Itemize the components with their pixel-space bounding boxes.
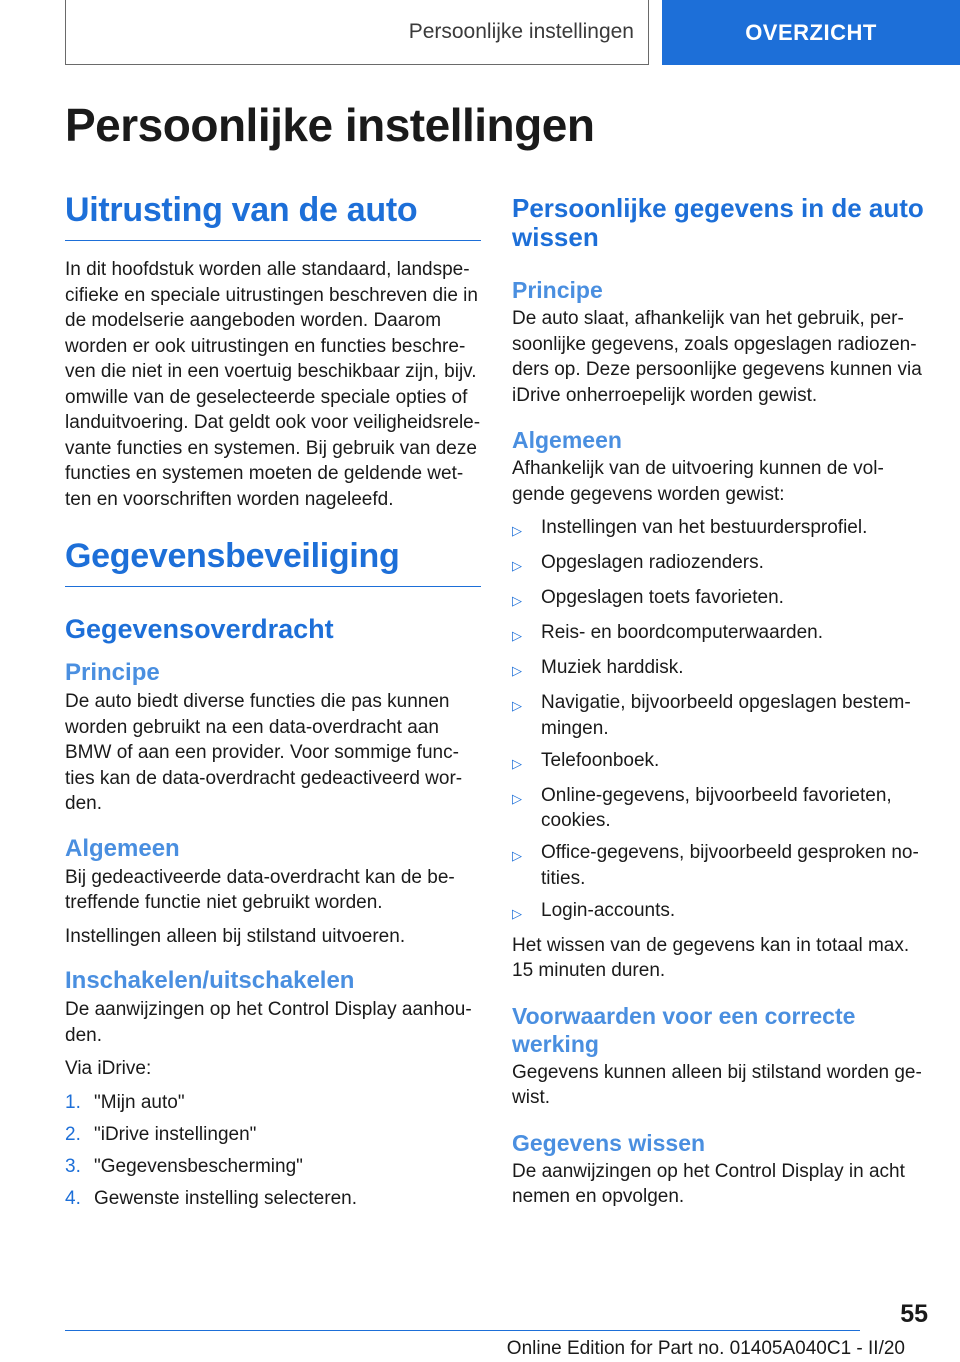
via-idrive: Via iDrive: (65, 1058, 152, 1079)
triangle-right-outline-icon: ▷ (512, 698, 522, 713)
list-item-text: Opgeslagen radiozenders. (541, 552, 764, 573)
triangle-right-outline-icon: ▷ (512, 523, 522, 538)
overview-button-label: OVERZICHT (745, 19, 877, 45)
steps-list (65, 1090, 481, 1212)
triangle-right-outline-icon: ▷ (512, 593, 522, 608)
triangle-right-outline-icon: ▷ (512, 663, 522, 678)
triangle-right-outline-icon: ▷ (512, 905, 522, 921)
toggle-heading: Inschakelen/uitschakelen (65, 967, 355, 994)
principle-heading: Principe (512, 277, 603, 303)
step-number: 3. (65, 1155, 81, 1177)
triangle-right-outline-icon: ▷ (512, 628, 522, 643)
header-section-tab (65, 0, 649, 65)
page-title: Persoonlijke instellingen (65, 99, 595, 151)
list-item (512, 655, 928, 684)
list-item-text: Office-gegevens, bijvoorbeeld gesproken notities. (541, 842, 919, 889)
general-heading: Algemeen (65, 834, 180, 862)
step-text: "iDrive instellingen" (94, 1123, 257, 1145)
list-item (512, 690, 928, 741)
deletable-data-list (512, 515, 928, 926)
equipment-heading: Uitrusting van de auto (65, 190, 481, 241)
general-body: Afhankelijk van de uitvoering kunnen de volgende gegevens worden gewist: (512, 458, 884, 505)
step-text: "Mijn auto" (94, 1091, 185, 1113)
step-text: Gewenste instelling selecteren. (94, 1187, 357, 1209)
list-item-text: Telefoonboek. (541, 749, 660, 771)
list-item (512, 783, 928, 834)
list-item (512, 840, 928, 891)
list-item-text: Navigatie, bijvoorbeeld opgeslagen bestemmingen. (541, 692, 911, 739)
step-text: "Gegevensbescherming" (94, 1155, 303, 1177)
triangle-right-outline-icon: ▷ (512, 848, 522, 863)
list-item (512, 620, 928, 649)
list-item (65, 1186, 481, 1212)
list-item (512, 748, 928, 777)
edition-note: Online Edition for Part no. 01405A040C1 - II/20 (506, 1338, 905, 1359)
page-number: 55 (900, 1300, 928, 1328)
list-item (512, 550, 928, 579)
general-body-2: Instellingen alleen bij stilstand uitvoeren. (65, 925, 406, 947)
security-heading: Gegevensbeveiliging (65, 536, 481, 587)
triangle-right-outline-icon: ▷ (512, 755, 522, 771)
list-item-text: Online-gegevens, bijvoorbeeld favorieten, cookies. (541, 784, 892, 831)
equipment-body: In dit hoofdstuk worden alle standaard, landspecifieke en speciale uitrustingen beschreven die in de modelserie aangeboden worden. Daarom worden er ook uitrustingen en functies beschreven die niet in een voertuig beschikbaar zijn, bijv. omwille van de geselecteerde speciale opties of landuitvoering. Dat geldt ook voor veiligheidsrelevante functies en systemen. Bij gebruik van deze functies en systemen moeten de geldende wetten en voorschriften worden nageleefd. (65, 259, 481, 510)
general-body-1: Bij gedeactiveerde data-overdracht kan de betreffende functie niet gebruikt worden. (65, 866, 455, 913)
step-number: 2. (65, 1123, 81, 1145)
list-item-text: Opgeslagen toets favorieten. (541, 587, 784, 608)
list-item-text: Reis- en boordcomputerwaarden. (541, 622, 823, 643)
right-column (512, 190, 928, 1218)
wipe-data-heading: Gegevens wissen (512, 1129, 706, 1156)
principle-heading: Principe (65, 659, 160, 686)
step-number: 4. (65, 1187, 81, 1209)
triangle-right-outline-icon: ▷ (512, 558, 522, 573)
footer-divider (65, 1330, 860, 1331)
delete-data-heading: Persoonlijke gegevens in de auto wissen (512, 193, 924, 252)
list-item-text: Login-accounts. (541, 899, 676, 921)
overview-button[interactable] (662, 0, 960, 65)
wipe-data-body: De aanwijzingen op het Control Display in acht nemen en opvolgen. (512, 1160, 905, 1207)
list-item-text: Instellingen van het bestuurdersprofiel. (541, 517, 868, 538)
list-item (65, 1090, 481, 1116)
list-item (512, 898, 928, 927)
conditions-heading: Voorwaarden voor een correcte werking (512, 1002, 856, 1057)
toggle-body: De aanwijzingen op het Control Display aanhouden. (65, 999, 472, 1046)
transfer-heading: Gegevensoverdracht (65, 614, 334, 644)
duration-note: Het wissen van de gegevens kan in totaal max. 15 minuten duren. (512, 934, 910, 981)
principle-body: De auto biedt diverse functies die pas kunnen worden gebruikt na een data-overdracht aan BMW of aan een provider. Voor sommige functies kan de data-overdracht gedeactiveerd worden. (65, 691, 463, 814)
list-item (512, 585, 928, 614)
step-number: 1. (65, 1091, 81, 1113)
header-section-label: Persoonlijke instellingen (408, 20, 634, 43)
triangle-right-outline-icon: ▷ (512, 790, 522, 806)
left-column (65, 190, 481, 1218)
general-heading: Algemeen (512, 427, 622, 453)
list-item-text: Muziek harddisk. (541, 657, 684, 678)
principle-body: De auto slaat, afhankelijk van het gebruik, persoonlijke gegevens, zoals opgeslagen radiozenders op. Deze persoonlijke gegevens kunnen via iDrive onherroepelijk worden gewist. (512, 308, 922, 406)
list-item (65, 1154, 481, 1180)
list-item (65, 1122, 481, 1148)
conditions-body: Gegevens kunnen alleen bij stilstand worden gewist. (512, 1061, 922, 1108)
list-item (512, 515, 928, 544)
